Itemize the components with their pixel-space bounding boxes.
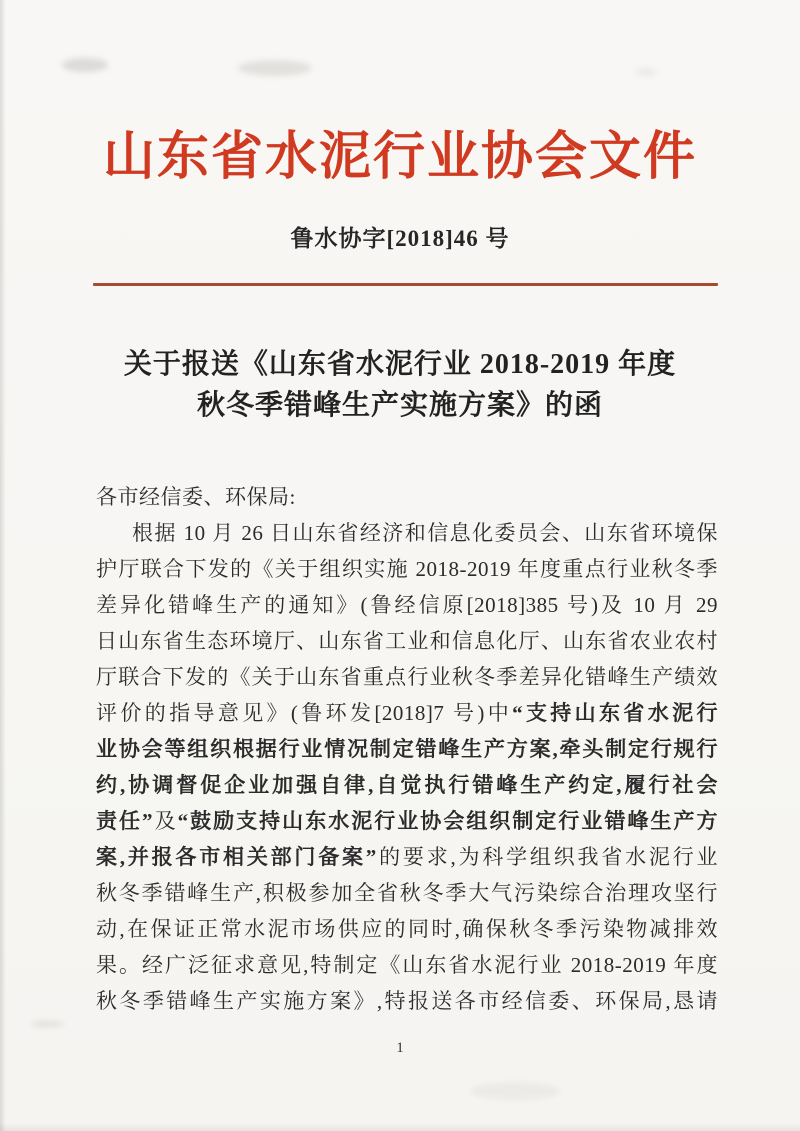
body-line [96,947,718,983]
body-line [96,695,718,731]
body-text-run: 动,在保证正常水泥市场供应的同时,确保秋冬季污染物减排效 [96,917,718,941]
body-text-run: 秋冬季错峰生产实施方案》,特报送各市经信委、环保局,恳请 [96,989,718,1013]
body-line [96,587,718,623]
document-header-title: 山东省水泥行业协会文件 [102,129,697,186]
body-line [96,767,718,803]
body-line [96,659,718,695]
document-title-line1: 关于报送《山东省水泥行业 2018-2019 年度 [123,349,677,380]
scan-artifact [636,68,656,76]
scan-artifact [30,1020,64,1028]
body-text-run: 案,并报各市相关部门备案” [96,845,377,869]
body-text-run: 差异化错峰生产的通知》(鲁经信原[2018]385 号)及 10 月 29 [96,593,718,617]
body-line [96,731,718,767]
body-line [96,623,718,659]
document-title [0,344,800,426]
body-text-run: 根据 10 月 26 日山东省经济和信息化委员会、山东省环境保 [132,521,718,545]
body-text-run: 业协会等组织根据行业情况制定错峰生产方案,牵头制定行规行 [96,737,718,761]
scan-edge-shadow-bottom [0,1123,800,1131]
body-text-run: 的要求,为科学组织我省水泥行业 [376,845,719,869]
body-line [96,839,718,875]
body-line [96,911,718,947]
body-text-run: 厅联合下发的《关于山东省重点行业秋冬季差异化错峰生产绩效 [96,665,718,689]
salutation: 各市经信委、环保局: [96,485,296,509]
body-text-run: 日山东省生态环境厅、山东省工业和信息化厅、山东省农业农村 [96,629,718,653]
header-divider-line [93,283,718,286]
document-title-line2: 秋冬季错峰生产实施方案》的函 [196,390,603,421]
scan-artifact [238,60,312,76]
body-text-run: 及 [153,809,178,833]
body-line [96,551,718,587]
body-text-run: “支持山东省水泥行 [512,701,718,725]
body-text-run: 果。经广泛征求意见,特制定《山东省水泥行业 2018-2019 年度 [96,953,718,977]
body-line [96,515,718,551]
body-paragraph [96,515,718,1019]
body-text-run: 秋冬季错峰生产,积极参加全省秋冬季大气污染综合治理攻坚行 [96,881,718,905]
document-number: 鲁水协字[2018]46 号 [290,226,510,251]
body-line [96,875,718,911]
body-line [96,803,718,839]
page-number: 1 [396,1040,404,1056]
body-text-run: 护厅联合下发的《关于组织实施 2018-2019 年度重点行业秋冬季 [96,557,718,581]
scan-artifact [62,58,108,72]
body-text-run: 责任” [96,809,154,833]
body-line [96,983,718,1019]
body-text-run: 约,协调督促企业加强自律,自觉执行错峰生产约定,履行社会 [96,773,718,797]
body-text-run: 评价的指导意见》(鲁环发[2018]7 号)中 [96,701,513,725]
body-text-run: “鼓励支持山东水泥行业协会组织制定行业错峰生产方 [177,809,719,833]
document-body [96,479,718,1019]
scan-artifact [470,1082,560,1100]
